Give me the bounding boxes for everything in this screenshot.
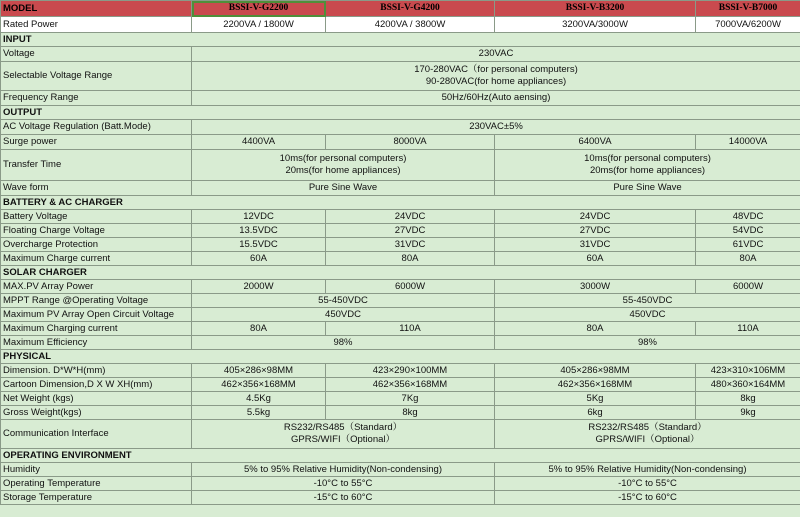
table-row xyxy=(1,280,800,294)
row-label: Communication Interface xyxy=(1,420,192,449)
row-label: Floating Charge Voltage xyxy=(1,224,192,238)
cell-value: 98% xyxy=(495,336,800,350)
cell-value: 14000VA xyxy=(696,135,800,150)
cell-value: 80A xyxy=(192,322,326,336)
cell-value: 405×286×98MM xyxy=(495,364,696,378)
cell-value: Pure Sine Wave xyxy=(495,181,800,196)
rated-power-value: 3200VA/3000W xyxy=(495,17,696,33)
cell-line: GPRS/WIFI（Optional） xyxy=(595,434,700,445)
section-solar xyxy=(1,266,800,280)
cell-value: 462×356×168MM xyxy=(326,378,495,392)
row-label: Transfer Time xyxy=(1,150,192,181)
table-row xyxy=(1,463,800,477)
cell-value: 8000VA xyxy=(326,135,495,150)
cell-value: 5Kg xyxy=(495,392,696,406)
row-label: Dimension. D*W*H(mm) xyxy=(1,364,192,378)
row-label: MAX.PV Array Power xyxy=(1,280,192,294)
cell-value: -15°C to 60°C xyxy=(495,491,800,505)
table-row xyxy=(1,420,800,449)
row-label: Wave form xyxy=(1,181,192,196)
cell-line: 20ms(for home appliances) xyxy=(285,165,401,176)
cell-value: 230VAC±5% xyxy=(192,120,800,135)
cell-value: 98% xyxy=(192,336,495,350)
cell-value: 6400VA xyxy=(495,135,696,150)
cell-value: 3000W xyxy=(495,280,696,294)
cell-value: 24VDC xyxy=(326,210,495,224)
cell-value: 423×290×100MM xyxy=(326,364,495,378)
cell-value: 110A xyxy=(696,322,800,336)
table-row xyxy=(1,364,800,378)
row-label: Battery Voltage xyxy=(1,210,192,224)
section-title: INPUT xyxy=(1,33,800,47)
cell-value: 27VDC xyxy=(495,224,696,238)
row-label: Selectable Voltage Range xyxy=(1,62,192,91)
cell-value: 12VDC xyxy=(192,210,326,224)
rated-power-value: 4200VA / 3800W xyxy=(326,17,495,33)
cell-line: 10ms(for personal computers) xyxy=(584,153,711,165)
row-label: AC Voltage Regulation (Batt.Mode) xyxy=(1,120,192,135)
row-label: Rated Power xyxy=(1,17,192,33)
cell-line: 20ms(for home appliances) xyxy=(589,165,706,176)
cell-value: 8kg xyxy=(696,392,800,406)
cell-line: RS232/RS485（Standard） xyxy=(588,422,707,434)
table-row xyxy=(1,120,800,135)
row-label: Voltage xyxy=(1,47,192,62)
section-title: OUTPUT xyxy=(1,106,800,120)
cell-value: 55-450VDC xyxy=(192,294,495,308)
cell-value xyxy=(192,150,495,181)
section-title: BATTERY & AC CHARGER xyxy=(1,196,800,210)
cell-value: 55-450VDC xyxy=(495,294,800,308)
table-row xyxy=(1,210,800,224)
row-label: Overcharge Protection xyxy=(1,238,192,252)
cell-value xyxy=(192,62,800,91)
table-row xyxy=(1,252,800,266)
cell-value: 7Kg xyxy=(326,392,495,406)
cell-value: -10°C to 55°C xyxy=(495,477,800,491)
section-input xyxy=(1,33,800,47)
table-row xyxy=(1,150,800,181)
cell-line: GPRS/WIFI（Optional） xyxy=(291,434,395,445)
cell-value: 6kg xyxy=(495,406,696,420)
cell-value: 80A xyxy=(495,322,696,336)
table-row xyxy=(1,322,800,336)
cell-value: 5.5kg xyxy=(192,406,326,420)
cell-value: 27VDC xyxy=(326,224,495,238)
cell-value: 6000W xyxy=(326,280,495,294)
table-row xyxy=(1,91,800,106)
cell-value: 80A xyxy=(696,252,800,266)
cell-value: 24VDC xyxy=(495,210,696,224)
table-row xyxy=(1,224,800,238)
cell-value: 5% to 95% Relative Humidity(Non-condensing) xyxy=(495,463,800,477)
row-label: Operating Temperature xyxy=(1,477,192,491)
row-label: MPPT Range @Operating Voltage xyxy=(1,294,192,308)
cell-value: 4400VA xyxy=(192,135,326,150)
table-row xyxy=(1,477,800,491)
cell-value: 15.5VDC xyxy=(192,238,326,252)
section-title: OPERATING ENVIRONMENT xyxy=(1,449,800,463)
cell-value: -15°C to 60°C xyxy=(192,491,495,505)
cell-value: 4.5Kg xyxy=(192,392,326,406)
section-environment xyxy=(1,449,800,463)
section-title: PHYSICAL xyxy=(1,350,800,364)
row-label: Maximum Charge current xyxy=(1,252,192,266)
section-physical xyxy=(1,350,800,364)
cell-value: 31VDC xyxy=(495,238,696,252)
cell-value: 110A xyxy=(326,322,495,336)
section-title: SOLAR CHARGER xyxy=(1,266,800,280)
cell-value: 60A xyxy=(192,252,326,266)
row-label: Maximum PV Array Open Circuit Voltage xyxy=(1,308,192,322)
cell-line: 170-280VAC（for personal computers) xyxy=(414,64,578,76)
table-row xyxy=(1,378,800,392)
cell-value: 31VDC xyxy=(326,238,495,252)
cell-value: 480×360×164MM xyxy=(696,378,800,392)
table-row xyxy=(1,392,800,406)
cell-value: 2000W xyxy=(192,280,326,294)
cell-value: 60A xyxy=(495,252,696,266)
cell-value: 9kg xyxy=(696,406,800,420)
row-label: Gross Weight(kgs) xyxy=(1,406,192,420)
cell-value: 462×356×168MM xyxy=(192,378,326,392)
cell-value: 50Hz/60Hz(Auto aensing) xyxy=(192,91,800,106)
table-row xyxy=(1,406,800,420)
row-label: Maximum Efficiency xyxy=(1,336,192,350)
cell-value: 462×356×168MM xyxy=(495,378,696,392)
cell-value: 54VDC xyxy=(696,224,800,238)
rated-power-value: 7000VA/6200W xyxy=(696,17,800,33)
cell-value: 450VDC xyxy=(495,308,800,322)
rated-power-value: 2200VA / 1800W xyxy=(192,17,326,33)
cell-value: 405×286×98MM xyxy=(192,364,326,378)
cell-value: 5% to 95% Relative Humidity(Non-condensing) xyxy=(192,463,495,477)
cell-value: 48VDC xyxy=(696,210,800,224)
cell-value xyxy=(192,420,495,449)
cell-value: 8kg xyxy=(326,406,495,420)
section-battery xyxy=(1,196,800,210)
model-g2200[interactable]: BSSI-V-G2200 xyxy=(192,1,326,17)
table-row xyxy=(1,238,800,252)
cell-line: 10ms(for personal computers) xyxy=(279,153,407,165)
row-label: Cartoon Dimension,D X W XH(mm) xyxy=(1,378,192,392)
table-row xyxy=(1,135,800,150)
cell-value: 230VAC xyxy=(192,47,800,62)
cell-value: 80A xyxy=(326,252,495,266)
model-b3200[interactable]: BSSI-V-B3200 xyxy=(495,1,696,17)
row-label: Surge power xyxy=(1,135,192,150)
row-label: Maximum Charging current xyxy=(1,322,192,336)
model-label: MODEL xyxy=(1,1,192,17)
cell-value xyxy=(495,150,800,181)
cell-value: 13.5VDC xyxy=(192,224,326,238)
cell-value: 423×310×106MM xyxy=(696,364,800,378)
rated-power-row xyxy=(1,17,800,33)
cell-value: Pure Sine Wave xyxy=(192,181,495,196)
row-label: Humidity xyxy=(1,463,192,477)
cell-value: 61VDC xyxy=(696,238,800,252)
table-row xyxy=(1,181,800,196)
cell-value xyxy=(495,420,800,449)
cell-value: -10°C to 55°C xyxy=(192,477,495,491)
table-row xyxy=(1,294,800,308)
model-g4200[interactable]: BSSI-V-G4200 xyxy=(326,1,495,17)
row-label: Frequency Range xyxy=(1,91,192,106)
table-row xyxy=(1,308,800,322)
cell-value: 450VDC xyxy=(192,308,495,322)
model-b7000[interactable]: BSSI-V-B7000 xyxy=(696,1,800,17)
table-row xyxy=(1,62,800,91)
row-label: Storage Temperature xyxy=(1,491,192,505)
cell-line: 90-280VAC(for home appliances) xyxy=(425,76,567,87)
cell-value: 6000W xyxy=(696,280,800,294)
row-label: Net Weight (kgs) xyxy=(1,392,192,406)
section-output xyxy=(1,106,800,120)
table-row xyxy=(1,336,800,350)
table-row xyxy=(1,47,800,62)
table-row xyxy=(1,491,800,505)
cell-line: RS232/RS485（Standard） xyxy=(283,422,403,434)
header-row xyxy=(1,1,800,17)
